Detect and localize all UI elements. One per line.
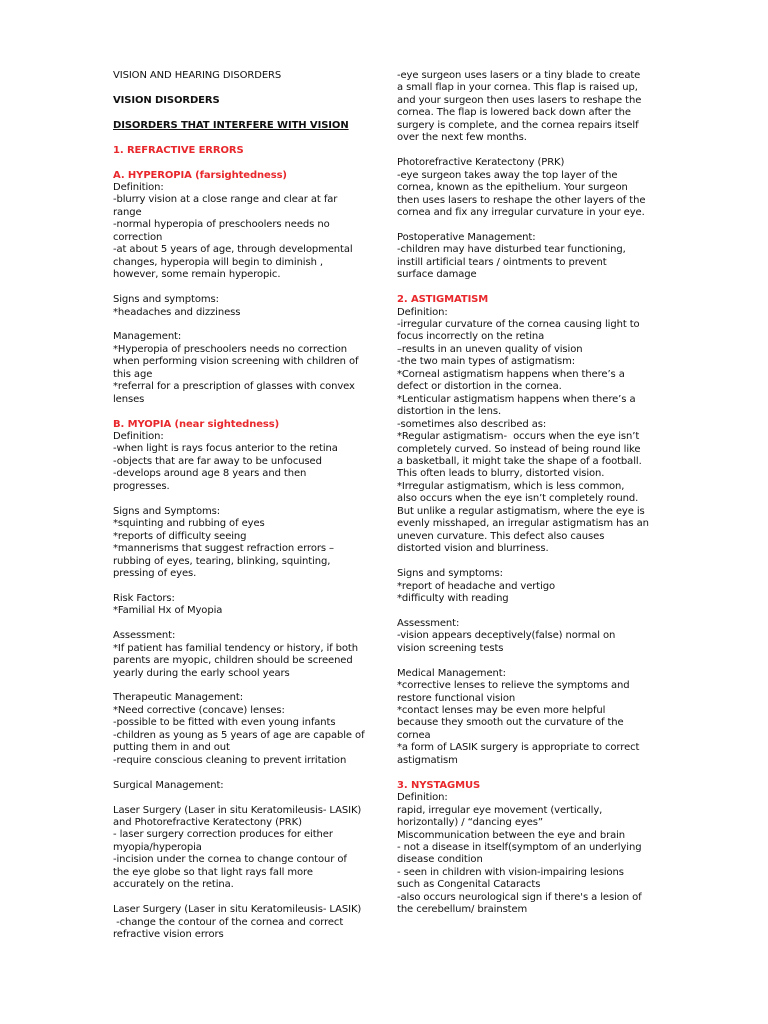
text-line: - not a disease in itself(symptom of an underlying <box>397 841 642 853</box>
blank-line <box>113 282 381 294</box>
text-line: -at about 5 years of age, through developmental <box>113 244 353 256</box>
blank-line <box>113 157 381 169</box>
text-line: surface damage <box>397 269 477 281</box>
text-line: range <box>113 206 142 218</box>
text-line: *difficulty with reading <box>397 592 509 604</box>
text-line: cornea and fix any irregular curvature in your eye. <box>397 206 645 218</box>
text-line: Assessment: <box>397 617 460 629</box>
text-line: VISION AND HEARING DISORDERS <box>113 70 282 81</box>
text-line: evenly misshaped, an irregular astigmatism has an <box>397 518 649 530</box>
text-line: restore functional vision <box>397 692 516 704</box>
blank-line <box>113 132 381 144</box>
section-heading: 1. REFRACTIVE ERRORS <box>113 144 244 156</box>
text-line: - seen in children with vision-impairing lesions <box>397 866 624 878</box>
text-line: completely curved. So instead of being round like <box>397 443 641 455</box>
text-line: -eye surgeon uses lasers or a tiny blade to create <box>397 70 641 81</box>
text-line: horizontally) / “dancing eyes” <box>397 817 543 829</box>
text-line: -require conscious cleaning to prevent irritation <box>113 754 347 766</box>
blank-line <box>397 145 665 157</box>
text-line: *If patient has familial tendency or history, if both <box>113 642 358 654</box>
document-subtitle: VISION DISORDERS <box>113 94 220 106</box>
text-line: Signs and Symptoms: <box>113 505 221 517</box>
text-line: disease condition <box>397 854 483 866</box>
text-line: Assessment: <box>113 630 176 642</box>
text-line: -irregular curvature of the cornea causing light to <box>397 319 640 331</box>
text-line: changes, hyperopia will begin to diminish , <box>113 256 323 268</box>
text-line: *Irregular astigmatism, which is less common, <box>397 480 625 492</box>
text-line: uneven curvature. This defect also causes <box>397 530 605 542</box>
text-line: over the next few months. <box>397 132 527 144</box>
text-line: -change the contour of the cornea and correct <box>113 916 344 928</box>
text-line: defect or distortion in the cornea. <box>397 381 562 393</box>
section-heading: 3. NYSTAGMUS <box>397 779 481 791</box>
left-column <box>113 70 381 942</box>
text-line: then uses lasers to reshape the other layers of the <box>397 194 646 206</box>
text-line: This often leads to blurry, distorted vision. <box>397 468 605 480</box>
text-line: a small flap in your cornea. This flap is raised up, <box>397 82 638 94</box>
text-line: *Familial Hx of Myopia <box>113 605 223 617</box>
text-line: *reports of difficulty seeing <box>113 530 247 542</box>
section-heading: A. HYPEROPIA (farsightedness) <box>113 169 287 181</box>
text-line: *a form of LASIK surgery is appropriate to correct <box>397 742 640 754</box>
blank-line <box>113 319 381 331</box>
text-line: a basketball, it might take the shape of a football. <box>397 456 642 467</box>
text-line: *mannerisms that suggest refraction errors – <box>113 543 334 555</box>
text-line: distorted vision and blurriness. <box>397 543 549 555</box>
text-line: instill artificial tears / ointments to prevent <box>397 256 607 268</box>
text-line: -blurry vision at a close range and clear at far <box>113 194 338 206</box>
section-title-underlined: DISORDERS THAT INTERFERE WITH VISION <box>113 119 349 131</box>
blank-line <box>113 406 381 418</box>
text-line: such as Congenital Cataracts <box>397 879 541 891</box>
text-line: lenses <box>113 393 145 405</box>
text-line: -when light is rays focus anterior to the retina <box>113 443 338 455</box>
text-line: -children as young as 5 years of age are capable of <box>113 729 365 741</box>
section-heading: B. MYOPIA (near sightedness) <box>113 418 280 430</box>
blank-line <box>113 82 381 94</box>
blank-line <box>397 282 665 294</box>
text-line: parents are myopic, children should be screened <box>113 655 353 667</box>
blank-line <box>397 556 665 568</box>
text-line: this age <box>113 368 153 380</box>
text-line: when performing vision screening with children of <box>113 356 359 368</box>
blank-line <box>397 605 665 617</box>
text-line: the cerebellum/ brainstem <box>397 904 528 916</box>
text-line: -normal hyperopia of preschoolers needs no <box>113 219 330 231</box>
text-line: *referral for a prescription of glasses with convex <box>113 381 355 393</box>
text-line: progresses. <box>113 480 170 492</box>
text-line: refractive vision errors <box>113 929 224 941</box>
text-line: Definition: <box>397 306 448 318</box>
text-line: -develops around age 8 years and then <box>113 468 307 480</box>
blank-line <box>113 618 381 630</box>
blank-line <box>113 767 381 779</box>
text-line: cornea <box>397 729 431 741</box>
text-line: myopia/hyperopia <box>113 841 202 853</box>
text-line: Definition: <box>397 792 448 804</box>
text-line: *report of headache and vertigo <box>397 580 556 592</box>
text-line: accurately on the retina. <box>113 879 234 891</box>
text-line: and Photorefractive Keratectony (PRK) <box>113 816 302 828</box>
text-line: Definition: <box>113 431 164 443</box>
text-line: surgery is complete, and the cornea repairs itself <box>397 119 639 131</box>
text-line: -the two main types of astigmatism: <box>397 356 576 368</box>
text-line: -objects that are far away to be unfocused <box>113 455 322 467</box>
text-line: Risk Factors: <box>113 592 175 604</box>
text-line: vision screening tests <box>397 642 504 654</box>
text-line: –results in an uneven quality of vision <box>397 343 583 355</box>
blank-line <box>113 792 381 804</box>
text-line: putting them in and out <box>113 742 230 754</box>
text-line: Medical Management: <box>397 667 506 679</box>
text-line: *headaches and dizziness <box>113 306 241 318</box>
text-line: the eye globe so that light rays fall more <box>113 866 313 878</box>
text-line: *Corneal astigmatism happens when there’s a <box>397 368 625 380</box>
blank-line <box>397 219 665 231</box>
text-line: Definition: <box>113 182 164 194</box>
blank-line <box>113 107 381 119</box>
blank-line <box>397 767 665 779</box>
text-line: -also occurs neurological sign if there's a lesion of <box>397 891 642 903</box>
text-line: because they smooth out the curvature of the <box>397 717 624 729</box>
text-line: -vision appears deceptively(false) normal on <box>397 630 616 642</box>
text-line: correction <box>113 231 163 243</box>
text-line: Laser Surgery (Laser in situ Keratomileusis- LASIK) <box>113 904 362 916</box>
text-line: *squinting and rubbing of eyes <box>113 518 265 530</box>
text-line: *Hyperopia of preschoolers needs no correction <box>113 343 347 355</box>
text-line: But unlike a regular astigmatism, where the eye is <box>397 505 645 517</box>
text-line: and your surgeon then uses lasers to reshape the <box>397 94 642 106</box>
text-line: *contact lenses may be even more helpful <box>397 705 606 717</box>
text-line: *Need corrective (concave) lenses: <box>113 704 285 716</box>
text-line: *Regular astigmatism- occurs when the eye isn’t <box>397 431 640 443</box>
text-line: - laser surgery correction produces for either <box>113 829 333 841</box>
blank-line <box>113 892 381 904</box>
text-line: cornea, known as the epithelium. Your surgeon <box>397 182 628 194</box>
text-line: however, some remain hyperopic. <box>113 269 281 281</box>
text-line: distortion in the lens. <box>397 406 502 418</box>
text-line: *corrective lenses to relieve the symptoms and <box>397 680 630 692</box>
blank-line <box>113 580 381 592</box>
blank-line <box>397 655 665 667</box>
text-line: rubbing of eyes, tearing, blinking, squinting, <box>113 555 331 567</box>
text-line: -children may have disturbed tear functioning, <box>397 244 626 256</box>
text-line: rapid, irregular eye movement (vertically, <box>397 804 603 816</box>
text-line: focus incorrectly on the retina <box>397 331 545 343</box>
text-line: cornea. The flap is lowered back down after the <box>397 107 631 119</box>
text-line: yearly during the early school years <box>113 667 290 679</box>
text-line: also occurs when the eye isn’t completely round. <box>397 493 639 505</box>
text-line: Management: <box>113 331 182 343</box>
text-line: Miscommunication between the eye and brain <box>397 829 626 841</box>
text-line: Surgical Management: <box>113 779 224 791</box>
right-column <box>397 70 665 917</box>
text-line: pressing of eyes. <box>113 568 197 579</box>
text-line: -sometimes also described as: <box>397 418 547 430</box>
text-line: Signs and symptoms: <box>397 568 503 580</box>
text-line: astigmatism <box>397 754 458 766</box>
text-line: -incision under the cornea to change contour of <box>113 854 347 866</box>
text-line: Therapeutic Management: <box>113 692 243 704</box>
text-line: *Lenticular astigmatism happens when there’s a <box>397 393 636 405</box>
blank-line <box>113 493 381 505</box>
text-line: Laser Surgery (Laser in situ Keratomileusis- LASIK) <box>113 804 362 816</box>
section-heading: 2. ASTIGMATISM <box>397 294 489 306</box>
text-line: Signs and symptoms: <box>113 294 219 306</box>
text-line: -eye surgeon takes away the top layer of the <box>397 169 618 181</box>
text-line: Photorefractive Keratectony (PRK) <box>397 157 565 169</box>
text-line: Postoperative Management: <box>397 231 536 243</box>
text-line: -possible to be fitted with even young infants <box>113 717 336 729</box>
blank-line <box>113 680 381 692</box>
